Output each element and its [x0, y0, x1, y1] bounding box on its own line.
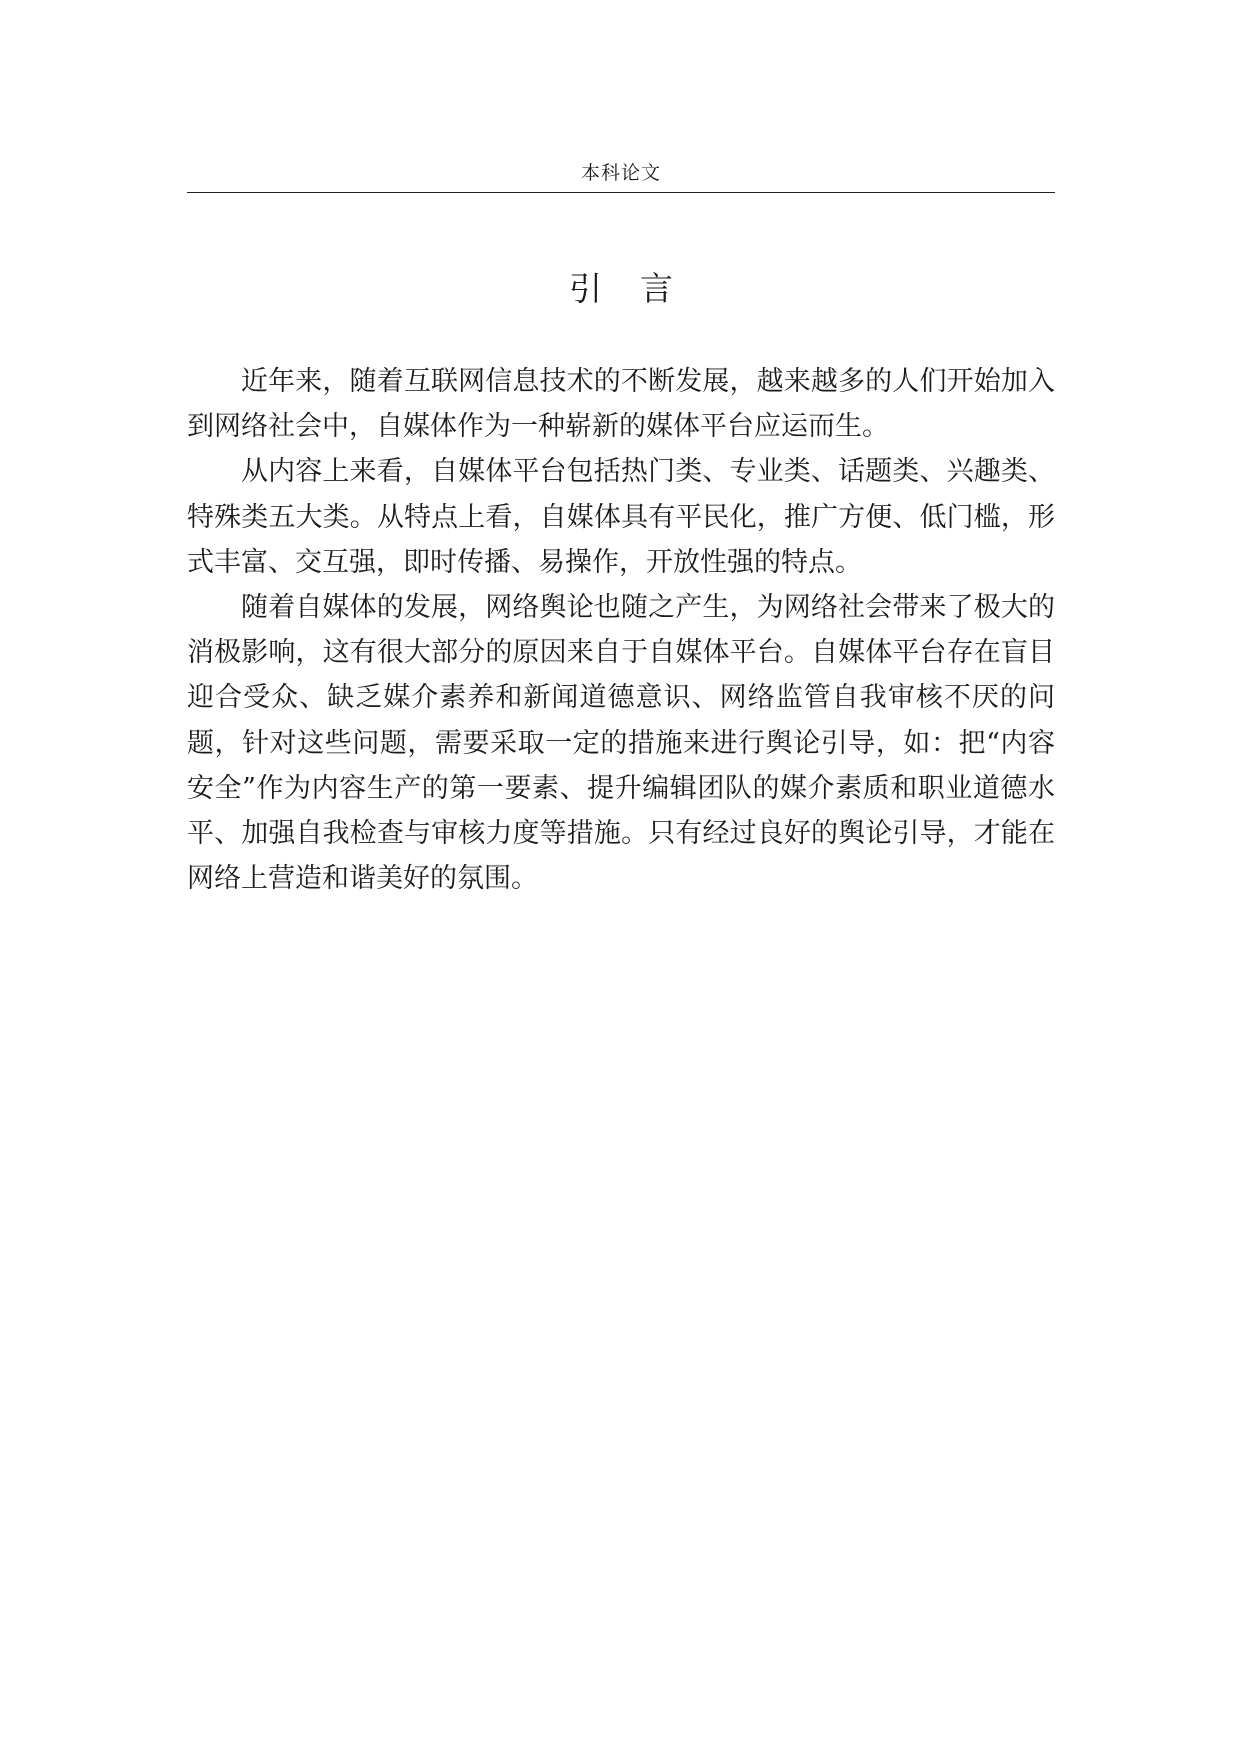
paragraph: 随着自媒体的发展，网络舆论也随之产生，为网络社会带来了极大的消极影响，这有很大部分的原因来自于自媒体平台。自媒体平台存在盲目迎合受众、缺乏媒介素养和新闻道德意识、网络监管自我审核不厌的问题，针对这些问题，需要采取一定的措施来进行舆论引导，如：把“内容安全”作为内容生产的第一要素、提升编辑团队的媒介素质和职业道德水平、加强自我检查与审核力度等措施。只有经过良好的舆论引导，才能在网络上营造和谐美好的氛围。 [187, 592, 1055, 895]
paragraph: 从内容上来看，自媒体平台包括热门类、专业类、话题类、兴趣类、特殊类五大类。从特点上看，自媒体具有平民化，推广方便、低门槛，形式丰富、交互强，即时传播、易操作，开放性强的特点。 [187, 456, 1055, 578]
running-header: 本科论文 [580, 162, 661, 184]
paragraph: 近年来，随着互联网信息技术的不断发展，越来越多的人们开始加入到网络社会中，自媒体作为一种崭新的媒体平台应运而生。 [187, 366, 1055, 443]
section-title: 引言 [569, 269, 711, 308]
body-text [187, 359, 1055, 901]
header-rule [187, 192, 1055, 193]
